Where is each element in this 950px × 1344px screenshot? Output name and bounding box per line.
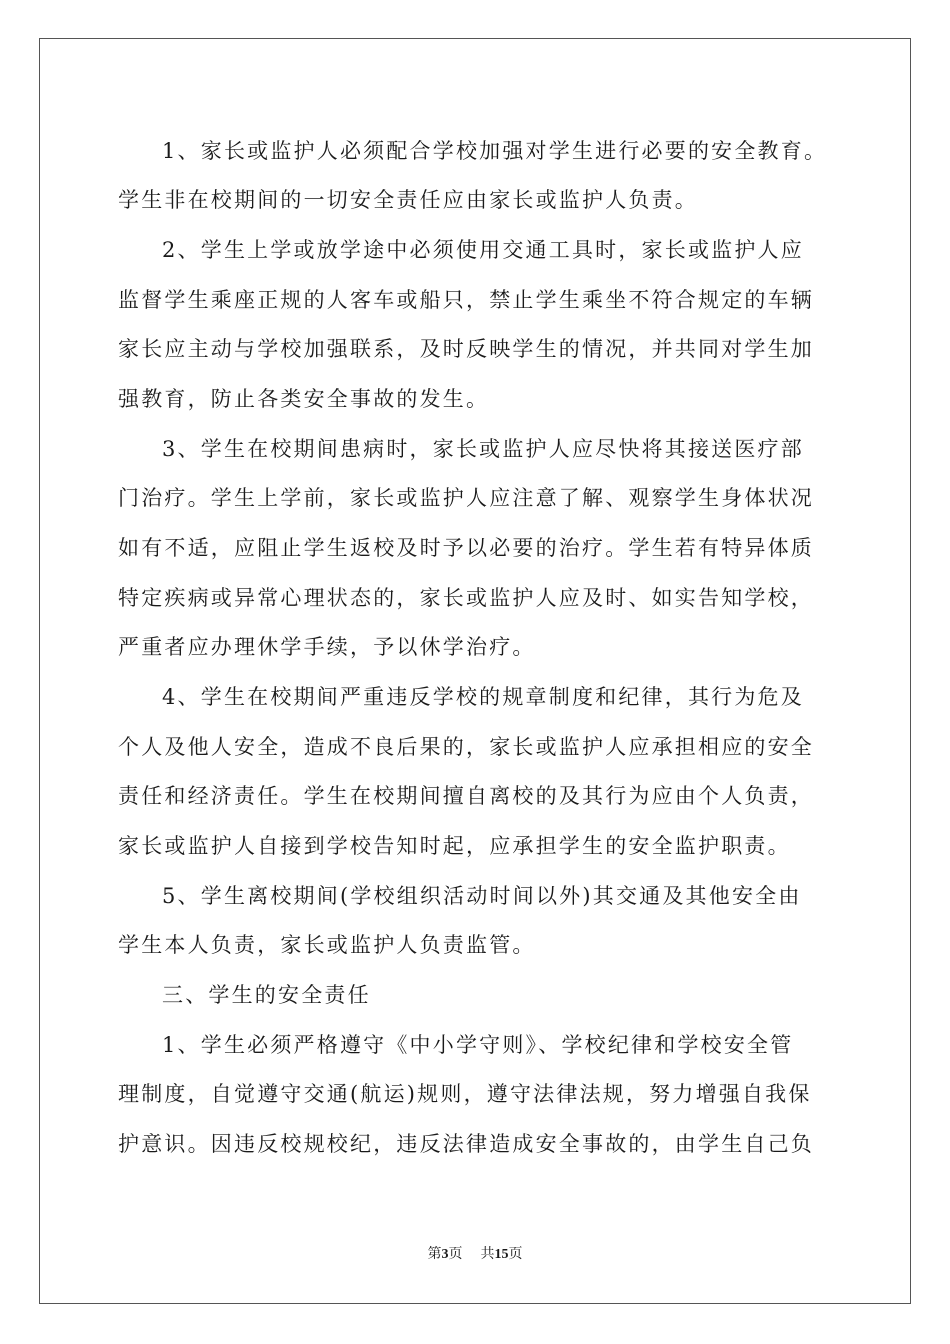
page-prefix: 第 (427, 1246, 442, 1262)
paragraph-line: 如有不适，应阻止学生返校及时予以必要的治疗。学生若有特异体质 (118, 536, 814, 560)
paragraph-line: 1、学生必须严格遵守《中小学守则》、学校纪律和学校安全管 (162, 1033, 794, 1057)
paragraph-line: 强教育，防止各类安全事故的发生。 (118, 387, 490, 411)
page-unit: 页 (448, 1246, 463, 1262)
section-heading: 三、学生的安全责任 (162, 983, 371, 1007)
paragraph-line: 5、学生离校期间(学校组织活动时间以外)其交通及其他安全由 (162, 884, 802, 908)
paragraph-line: 家长或监护人自接到学校告知时起，应承担学生的安全监护职责。 (118, 834, 791, 858)
paragraph-line: 4、学生在校期间严重违反学校的规章制度和纪律，其行为危及 (162, 685, 804, 709)
total-pages-number: 15 (494, 1247, 509, 1262)
paragraph-line: 责任和经济责任。学生在校期间擅自离校的及其行为应由个人负责， (118, 784, 814, 808)
paragraph-line: 严重者应办理休学手续，予以休学治疗。 (118, 635, 536, 659)
paragraph-line: 理制度，自觉遵守交通(航运)规则，遵守法律法规，努力增强自我保 (118, 1082, 812, 1106)
paragraph-line: 1、家长或监护人必须配合学校加强对学生进行必要的安全教育。 (162, 139, 828, 163)
paragraph-line: 特定疾病或异常心理状态的，家长或监护人应及时、如实告知学校， (118, 586, 814, 610)
paragraph-line: 护意识。因违反校规校纪，违反法律造成安全事故的，由学生自己负 (118, 1132, 814, 1156)
page-footer (0, 1245, 950, 1264)
paragraph-line: 2、学生上学或放学途中必须使用交通工具时，家长或监护人应 (162, 238, 804, 262)
paragraph-line: 学生本人负责，家长或监护人负责监管。 (118, 933, 536, 957)
paragraph-line: 个人及他人安全，造成不良后果的，家长或监护人应承担相应的安全 (118, 735, 814, 759)
paragraph-line: 3、学生在校期间患病时，家长或监护人应尽快将其接送医疗部 (162, 437, 804, 461)
paragraph-line: 监督学生乘座正规的人客车或船只，禁止学生乘坐不符合规定的车辆 (118, 288, 814, 312)
page-border (39, 38, 911, 1304)
total-unit: 页 (508, 1246, 523, 1262)
total-prefix: 共 (480, 1246, 495, 1262)
paragraph-line: 家长应主动与学校加强联系，及时反映学生的情况，并共同对学生加 (118, 337, 814, 361)
paragraph-line: 学生非在校期间的一切安全责任应由家长或监护人负责。 (118, 188, 698, 212)
current-page-number: 3 (441, 1247, 449, 1262)
paragraph-line: 门治疗。学生上学前，家长或监护人应注意了解、观察学生身体状况 (118, 486, 814, 510)
